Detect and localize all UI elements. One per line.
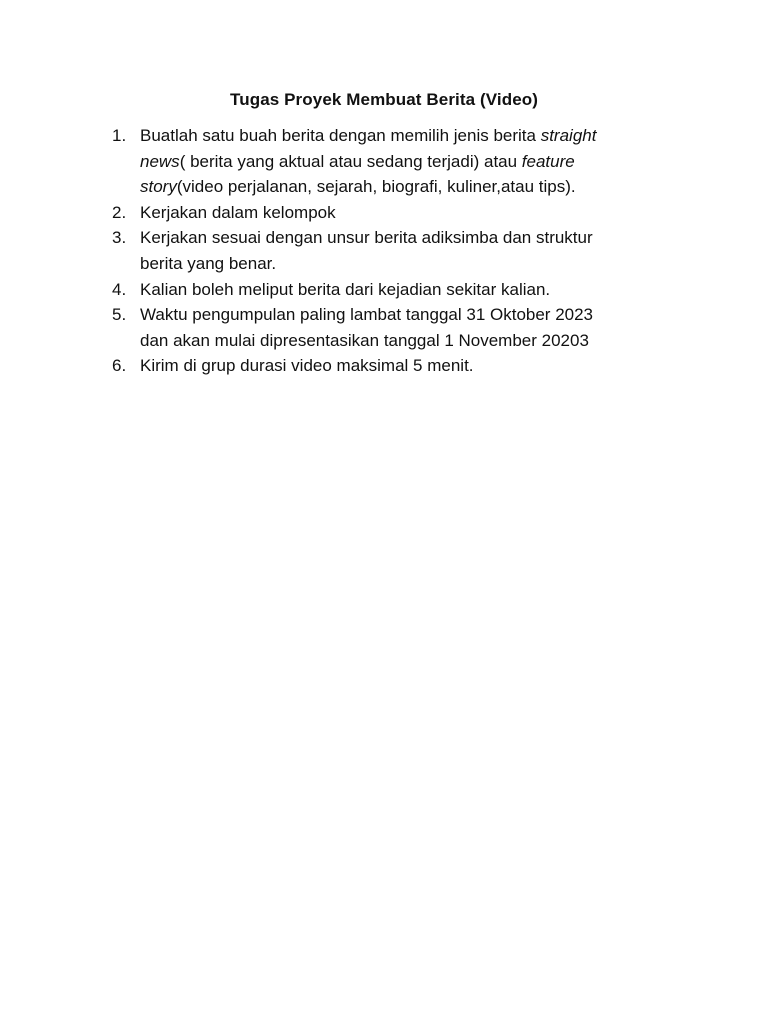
item-text: Waktu pengumpulan paling lambat tanggal 31 Oktober 2023 (140, 305, 594, 325)
item-line (140, 123, 672, 149)
item-text: Buatlah satu buah berita dengan memilih jenis berita (140, 126, 541, 145)
list-number: 1. (112, 126, 127, 145)
item-italic-text: straight (540, 126, 597, 145)
item-text: dan akan mulai dipresentasikan tanggal 1 November 20203 (140, 330, 589, 350)
page-title: Tugas Proyek Membuat Berita (Video) (230, 90, 538, 109)
list-number: 6. (112, 356, 127, 376)
item-italic-text: news (140, 151, 180, 171)
item-text: Kalian boleh meliput berita dari kejadian sekitar kalian. (140, 279, 551, 299)
item-line (140, 149, 672, 175)
list-item-6 (112, 353, 672, 379)
list-item-2 (112, 200, 672, 226)
item-line (140, 174, 672, 200)
list-number: 3. (112, 228, 127, 248)
item-text: Kerjakan dalam kelompok (140, 202, 336, 222)
list-item-4 (112, 277, 672, 303)
item-text: ( berita yang aktual atau sedang terjadi) atau (179, 151, 522, 171)
list-item-5 (112, 302, 672, 353)
item-text: Kerjakan sesuai dengan unsur berita adiksimba dan struktur (140, 228, 593, 248)
list-item-3 (112, 225, 672, 276)
item-italic-text: story (140, 177, 177, 197)
item-italic-text: feature (521, 151, 575, 171)
item-text: berita yang benar. (140, 253, 277, 273)
list-number: 5. (112, 305, 127, 325)
item-text: Kirim di grup durasi video maksimal 5 menit. (140, 356, 474, 376)
item-text: (video perjalanan, sejarah, biografi, kuliner,atau tips). (176, 177, 576, 197)
list-number: 4. (112, 279, 127, 299)
task-list (112, 123, 672, 379)
list-number: 2. (112, 202, 127, 222)
list-item-1 (112, 123, 672, 200)
